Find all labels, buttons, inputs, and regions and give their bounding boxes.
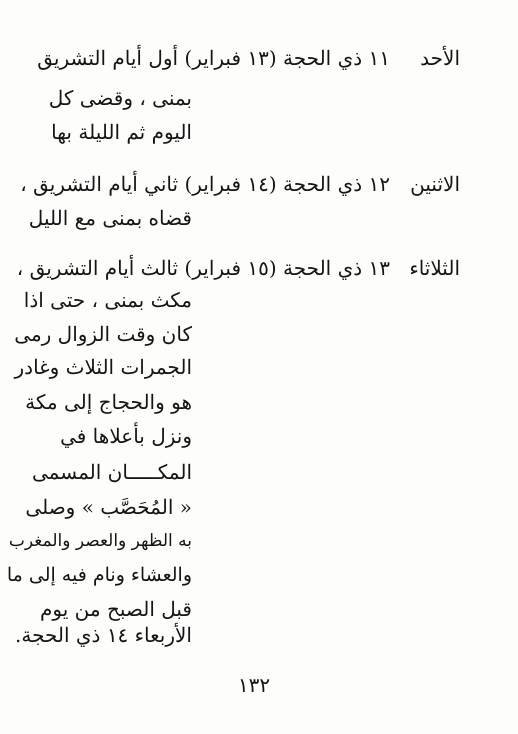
entry-line: « المُحَصَّب » وصلى: [25, 495, 192, 519]
entry-day-tuesday: الثلاثاء: [409, 256, 460, 280]
entry-line: اليوم ثم الليلة بها: [51, 120, 192, 144]
entry-line: ونزل بأعلاها في: [60, 424, 192, 448]
page-number: ١٣٢: [237, 673, 271, 697]
entry-line: كان وقت الزوال رمى: [14, 322, 192, 346]
entry-first-line: ١٣ ذي الحجة (١٥ فبراير) ثالث أيام التشريق ،: [16, 256, 390, 280]
entry-line: مكث بمنى ، حتى اذا: [23, 288, 192, 312]
entry-line: بمنى ، وقضى كل: [48, 86, 192, 110]
entry-line: المكـــــان المسمى: [32, 460, 192, 484]
entry-line: به الظهر والعصر والمغرب: [8, 531, 192, 551]
entry-line: والعشاء ونام فيه إلى ما: [6, 564, 192, 586]
entry-first-line: ١١ ذي الحجة (١٣ فبراير) أول أيام التشريق: [37, 46, 390, 70]
entry-line: الأربعاء ١٤ ذي الحجة.: [14, 623, 192, 647]
entry-line: قبل الصبح من يوم: [40, 597, 192, 621]
entry-line: هو والحجاج إلى مكة: [25, 390, 192, 414]
entry-day-monday: الاثنين: [410, 172, 460, 196]
entry-line: قضاه بمنى مع الليل: [28, 206, 192, 230]
entry-line: الجمرات الثلاث وغادر: [14, 355, 192, 379]
entry-day-sunday: الأحد: [420, 46, 460, 70]
entry-first-line: ١٢ ذي الحجة (١٤ فبراير) ثاني أيام التشريق ،: [20, 172, 390, 196]
